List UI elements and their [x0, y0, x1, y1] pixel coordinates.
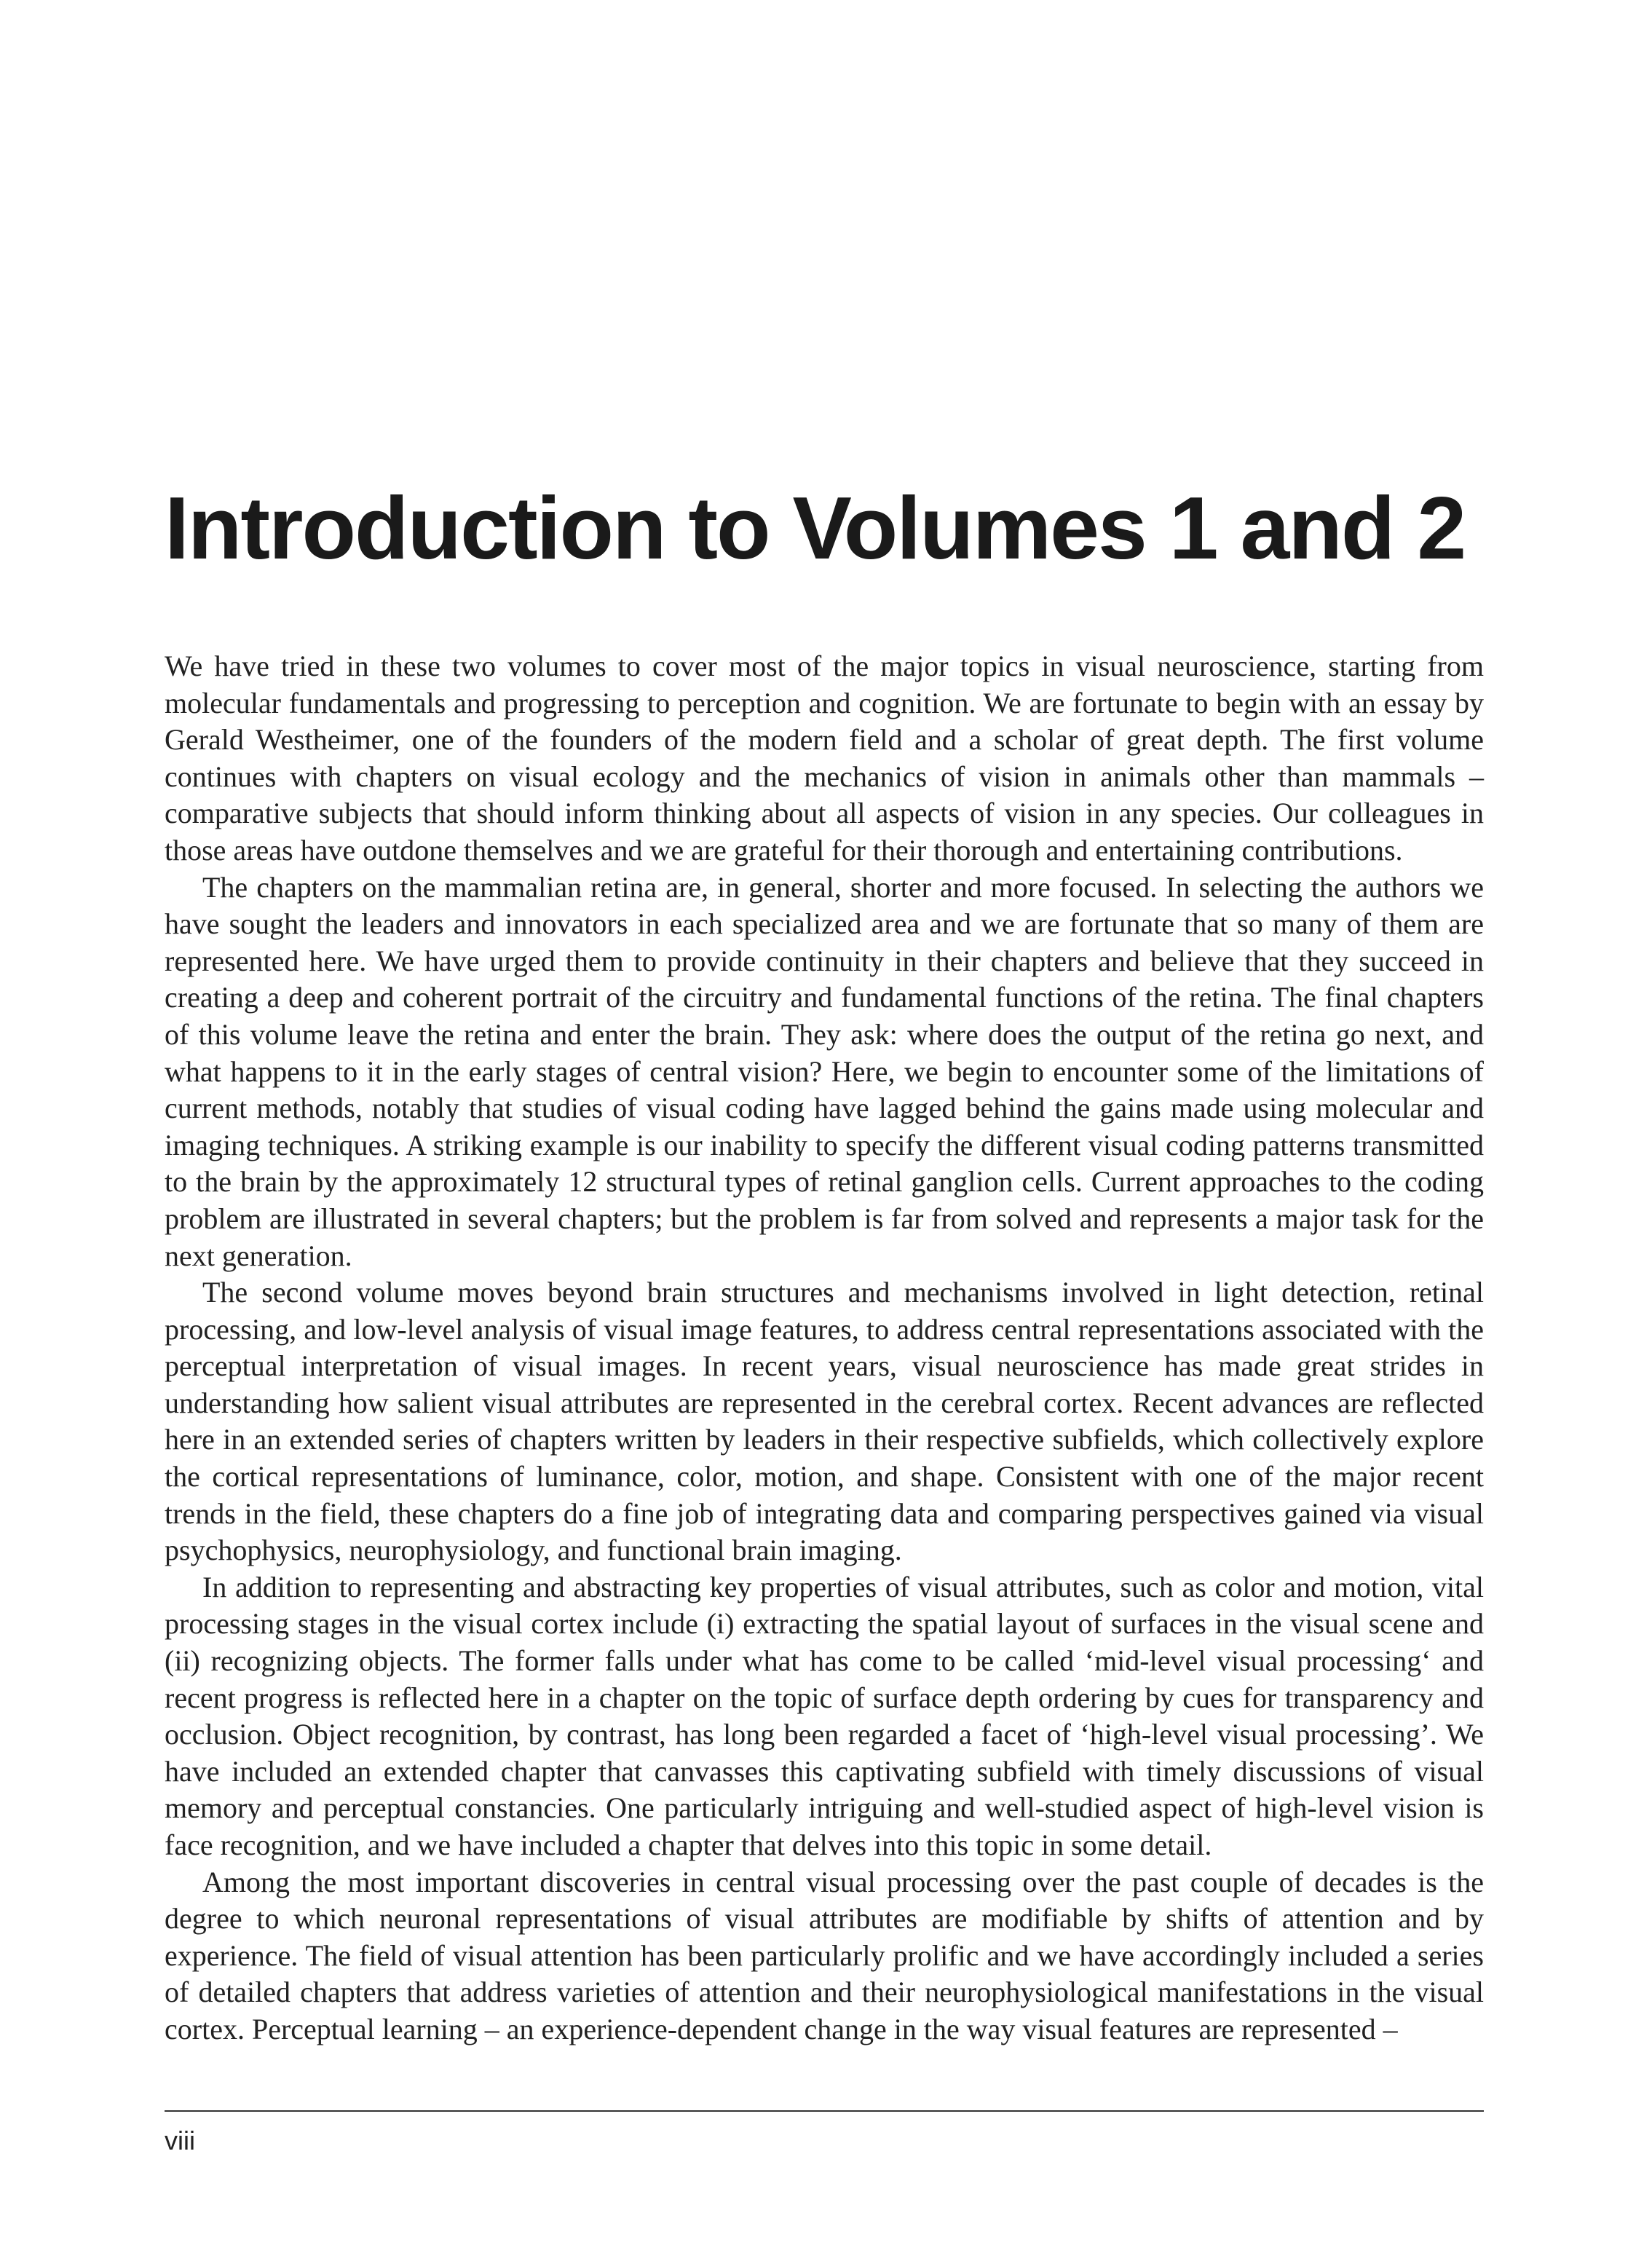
paragraph-1: We have tried in these two volumes to cover most of the major topics in visual neuroscience, starting from molecular fundamentals and progressing to perception and cognition. We are fortunate to begin with an essay by Gerald Westheimer, one of the founders of the modern field and a scholar of great depth. The first volume continues with chapters on visual ecology and the mechanics of vision in animals other than mammals – comparative subjects that should inform thinking about all aspects of vision in any species. Our colleagues in those areas have outdone themselves and we are grateful for their thorough and entertaining contributions. — [165, 650, 1484, 867]
body-text — [165, 648, 1484, 2048]
paragraph-3: The second volume moves beyond brain structures and mechanisms involved in light detection, retinal processing, and low-level analysis of visual image features, to address central representations associated with the perceptual interpretation of visual images. In recent years, visual neuroscience has made great strides in understanding how salient visual attributes are represented in the cerebral cortex. Recent advances are reflected here in an extended series of chapters written by leaders in their respective subfields, which collectively explore the cortical representations of luminance, color, motion, and shape. Consistent with one of the major recent trends in the field, these chapters do a fine job of integrating data and comparing perspectives gained via visual psychophysics, neurophysiology, and functional brain imaging. — [165, 1276, 1484, 1567]
chapter-title: Introduction to Volumes 1 and 2 — [165, 478, 1466, 577]
footer-rule — [165, 2110, 1484, 2112]
paragraph-5: Among the most important discoveries in central visual processing over the past couple of decades is the degree to which neuronal representations of visual attributes are modifiable by shifts of attention and by experience. The field of visual attention has been particularly prolific and we have accordingly included a series of detailed chapters that address varieties of attention and their neurophysiological manifestations in the visual cortex. Perceptual learning – an experience-dependent change in the way visual features are represented – — [165, 1865, 1484, 2045]
paragraph-2: The chapters on the mammalian retina are, in general, shorter and more focused. In selecting the authors we have sought the leaders and innovators in each specialized area and we are fortunate that so many of them are represented here. We have urged them to provide continuity in their chapters and believe that they succeed in creating a deep and coherent portrait of the circuitry and fundamental functions of the retina. The final chapters of this volume leave the retina and enter the brain. They ask: where does the output of the retina go next, and what happens to it in the early stages of central vision? Here, we begin to encounter some of the limitations of current methods, notably that studies of visual coding have lagged behind the gains made using molecular and imaging techniques. A striking example is our inability to specify the different visual coding patterns transmitted to the brain by the approximately 12 structural types of retinal ganglion cells. Current approaches to the coding problem are illustrated in several chapters; but the problem is far from solved and represents a major task for the next generation. — [165, 870, 1484, 1272]
paragraph-4: In addition to representing and abstracting key properties of visual attributes, such as color and motion, vital processing stages in the visual cortex include (i) extracting the spatial layout of surfaces in the visual scene and (ii) recognizing objects. The former falls under what has come to be called ‘mid-level visual processing‘ and recent progress is reflected here in a chapter on the topic of surface depth ordering by cues for transparency and occlusion. Object recognition, by contrast, has long been regarded a facet of ‘high-level visual processing’. We have included an extended chapter that canvasses this captivating subfield with timely discussions of visual memory and perceptual constancies. One particularly intriguing and well-studied aspect of high-level vision is face recognition, and we have included a chapter that delves into this topic in some detail. — [165, 1570, 1484, 1861]
page-number: viii — [165, 2126, 195, 2155]
